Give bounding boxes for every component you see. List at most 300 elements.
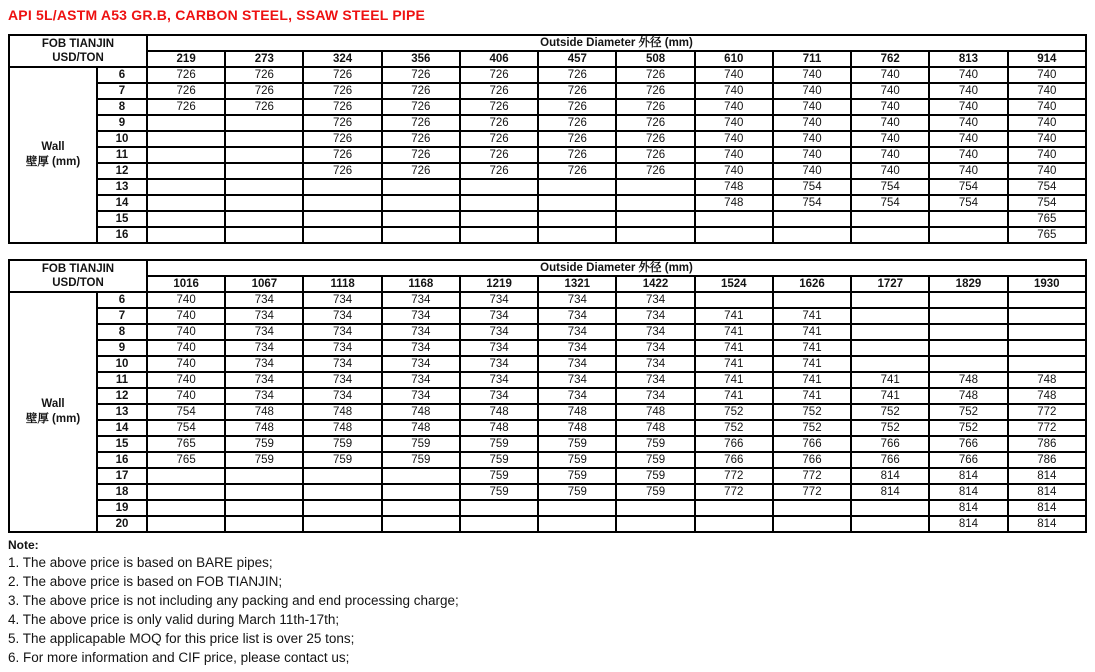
price-cell: 752 (929, 420, 1007, 436)
price-cell: 726 (303, 83, 381, 99)
price-cell (851, 516, 929, 532)
price-cell (1008, 324, 1086, 340)
wall-thickness-cell: 8 (97, 324, 147, 340)
price-cell (303, 179, 381, 195)
price-cell (225, 468, 303, 484)
price-cell: 786 (1008, 452, 1086, 468)
table-row (9, 500, 1086, 516)
table-row (9, 420, 1086, 436)
price-cell (929, 324, 1007, 340)
price-cell (303, 468, 381, 484)
price-cell: 734 (225, 340, 303, 356)
price-cell: 754 (147, 404, 225, 420)
price-cell (616, 211, 694, 227)
diameter-header-cell: 1219 (460, 276, 538, 292)
price-cell: 740 (147, 340, 225, 356)
price-cell (303, 516, 381, 532)
wall-label-cell (9, 67, 97, 243)
price-cell: 814 (929, 484, 1007, 500)
price-cell: 741 (695, 324, 773, 340)
price-cell: 734 (303, 292, 381, 308)
price-cell: 740 (1008, 67, 1086, 83)
wall-thickness-cell: 6 (97, 67, 147, 83)
price-cell: 734 (225, 324, 303, 340)
price-cell: 748 (538, 404, 616, 420)
price-cell: 740 (851, 147, 929, 163)
price-cell: 752 (851, 420, 929, 436)
price-cell: 772 (1008, 404, 1086, 420)
wall-label-line2: 壁厚 (mm) (25, 156, 81, 168)
price-cell (616, 195, 694, 211)
price-cell: 726 (460, 67, 538, 83)
price-cell (147, 516, 225, 532)
price-cell: 740 (773, 67, 851, 83)
price-cell (773, 516, 851, 532)
table-row (9, 388, 1086, 404)
price-cell: 734 (382, 308, 460, 324)
price-cell: 734 (225, 372, 303, 388)
note-list (8, 553, 1087, 667)
wall-thickness-cell: 8 (97, 99, 147, 115)
corner-line2: USD/TON (52, 277, 104, 289)
wall-thickness-cell: 20 (97, 516, 147, 532)
price-cell: 759 (460, 484, 538, 500)
price-cell (382, 516, 460, 532)
price-cell: 734 (538, 292, 616, 308)
price-cell (382, 227, 460, 243)
price-table-1 (8, 34, 1087, 244)
corner-line2: USD/TON (52, 52, 104, 64)
price-cell (225, 516, 303, 532)
price-cell: 759 (460, 452, 538, 468)
price-cell (225, 500, 303, 516)
price-cell: 741 (773, 372, 851, 388)
note-item: 4. The above price is only valid during March 11th-17th; (8, 612, 340, 627)
price-cell: 726 (147, 67, 225, 83)
price-cell (1008, 292, 1086, 308)
price-cell: 740 (929, 115, 1007, 131)
table-row (9, 356, 1086, 372)
diameter-header-cell: 219 (147, 51, 225, 67)
diameter-header-cell: 406 (460, 51, 538, 67)
price-cell: 766 (773, 452, 851, 468)
price-cell (147, 115, 225, 131)
price-cell: 748 (929, 372, 1007, 388)
note-item: 2. The above price is based on FOB TIANJIN; (8, 574, 283, 589)
price-cell (1008, 340, 1086, 356)
price-cell: 734 (225, 292, 303, 308)
price-cell: 734 (616, 388, 694, 404)
price-cell (225, 163, 303, 179)
diameter-header-cell: 914 (1008, 51, 1086, 67)
price-cell: 759 (616, 484, 694, 500)
price-cell: 726 (538, 147, 616, 163)
price-cell (147, 179, 225, 195)
price-cell: 754 (1008, 179, 1086, 195)
price-cell (616, 179, 694, 195)
price-cell: 740 (773, 147, 851, 163)
diameter-header-row (9, 276, 1086, 292)
price-cell: 726 (460, 83, 538, 99)
diameter-header-cell: 457 (538, 51, 616, 67)
price-cell (460, 500, 538, 516)
price-cell: 752 (695, 420, 773, 436)
price-cell (460, 179, 538, 195)
price-cell (851, 292, 929, 308)
price-cell: 740 (147, 372, 225, 388)
wall-label-line1: Wall (41, 398, 65, 410)
price-cell: 741 (773, 356, 851, 372)
price-cell: 726 (460, 131, 538, 147)
price-cell (538, 179, 616, 195)
price-cell: 734 (382, 388, 460, 404)
price-cell: 734 (460, 388, 538, 404)
price-cell: 748 (616, 404, 694, 420)
price-cell: 726 (382, 99, 460, 115)
price-cell: 726 (616, 115, 694, 131)
page-title: API 5L/ASTM A53 GR.B, CARBON STEEL, SSAW STEEL PIPE (8, 7, 426, 23)
price-cell: 814 (851, 468, 929, 484)
wall-thickness-cell: 12 (97, 163, 147, 179)
wall-thickness-cell: 11 (97, 147, 147, 163)
diameter-header-cell: 273 (225, 51, 303, 67)
price-cell: 734 (616, 372, 694, 388)
price-cell (695, 211, 773, 227)
wall-thickness-cell: 13 (97, 404, 147, 420)
price-cell: 726 (303, 163, 381, 179)
price-cell: 726 (616, 131, 694, 147)
table-row (9, 436, 1086, 452)
price-cell (225, 227, 303, 243)
price-cell: 726 (303, 147, 381, 163)
price-cell: 741 (695, 340, 773, 356)
price-cell (773, 227, 851, 243)
price-cell: 734 (616, 292, 694, 308)
price-cell (929, 292, 1007, 308)
price-cell: 766 (851, 436, 929, 452)
price-cell: 726 (538, 99, 616, 115)
price-cell: 740 (773, 83, 851, 99)
wall-thickness-cell: 15 (97, 436, 147, 452)
wall-thickness-cell: 6 (97, 292, 147, 308)
price-cell: 726 (616, 99, 694, 115)
price-cell: 748 (303, 420, 381, 436)
price-cell (538, 516, 616, 532)
price-cell: 748 (303, 404, 381, 420)
diameter-header-cell: 1118 (303, 276, 381, 292)
table-row (9, 292, 1086, 308)
table-row (9, 404, 1086, 420)
price-cell: 726 (460, 147, 538, 163)
diameter-header-cell: 1016 (147, 276, 225, 292)
table-row (9, 179, 1086, 195)
price-cell: 814 (929, 468, 1007, 484)
wall-label-cell (9, 292, 97, 532)
price-cell (147, 468, 225, 484)
price-cell: 740 (695, 67, 773, 83)
price-cell: 726 (303, 115, 381, 131)
price-cell: 734 (616, 340, 694, 356)
wall-thickness-cell: 9 (97, 340, 147, 356)
table-row (9, 340, 1086, 356)
price-cell: 748 (695, 195, 773, 211)
table-row (9, 452, 1086, 468)
price-cell (773, 292, 851, 308)
price-cell (616, 227, 694, 243)
price-cell (538, 227, 616, 243)
price-cell: 772 (773, 484, 851, 500)
note-item: 5. The applicapable MOQ for this price list is over 25 tons; (8, 631, 355, 646)
price-cell: 726 (538, 131, 616, 147)
wall-thickness-cell: 9 (97, 115, 147, 131)
price-cell (225, 484, 303, 500)
price-cell: 740 (695, 147, 773, 163)
price-cell: 754 (773, 195, 851, 211)
price-cell: 754 (1008, 195, 1086, 211)
price-cell: 752 (929, 404, 1007, 420)
price-cell (147, 195, 225, 211)
table-row (9, 195, 1086, 211)
price-cell: 726 (382, 115, 460, 131)
diameter-header-cell: 711 (773, 51, 851, 67)
price-cell: 734 (382, 292, 460, 308)
price-cell: 748 (382, 404, 460, 420)
wall-label-line1: Wall (41, 141, 65, 153)
diameter-header-cell: 762 (851, 51, 929, 67)
price-cell: 754 (851, 195, 929, 211)
wall-thickness-cell: 12 (97, 388, 147, 404)
price-cell (147, 131, 225, 147)
price-cell: 752 (851, 404, 929, 420)
price-cell: 765 (147, 436, 225, 452)
price-cell: 734 (460, 308, 538, 324)
price-cell: 759 (538, 436, 616, 452)
price-cell: 740 (147, 356, 225, 372)
price-cell: 740 (1008, 99, 1086, 115)
price-cell: 759 (225, 452, 303, 468)
price-cell: 726 (225, 99, 303, 115)
price-cell (1008, 356, 1086, 372)
wall-thickness-cell: 14 (97, 420, 147, 436)
price-cell (851, 308, 929, 324)
price-cell: 734 (382, 340, 460, 356)
price-cell: 814 (1008, 468, 1086, 484)
price-cell: 759 (616, 468, 694, 484)
table-row (9, 468, 1086, 484)
price-cell: 740 (695, 99, 773, 115)
price-cell (929, 340, 1007, 356)
table-row (9, 516, 1086, 532)
price-cell: 734 (303, 308, 381, 324)
price-cell: 740 (773, 115, 851, 131)
price-cell (147, 147, 225, 163)
price-cell: 740 (1008, 163, 1086, 179)
price-cell: 741 (695, 372, 773, 388)
diameter-header-cell: 1067 (225, 276, 303, 292)
price-cell: 759 (538, 452, 616, 468)
price-cell: 759 (460, 436, 538, 452)
table-row (9, 131, 1086, 147)
table-header-row (9, 35, 1086, 51)
price-cell: 740 (851, 163, 929, 179)
price-cell: 726 (225, 83, 303, 99)
note-item: 1. The above price is based on BARE pipes; (8, 555, 273, 570)
price-cell: 740 (1008, 115, 1086, 131)
price-table-2-grid (8, 259, 1087, 533)
price-cell (303, 211, 381, 227)
price-cell: 740 (695, 115, 773, 131)
price-cell: 748 (382, 420, 460, 436)
price-cell: 740 (929, 147, 1007, 163)
table-header-row (9, 260, 1086, 276)
table-row (9, 324, 1086, 340)
price-cell: 741 (695, 388, 773, 404)
wall-thickness-cell: 14 (97, 195, 147, 211)
price-cell: 759 (382, 436, 460, 452)
wall-thickness-cell: 7 (97, 308, 147, 324)
price-cell: 734 (303, 388, 381, 404)
price-cell: 740 (147, 324, 225, 340)
wall-thickness-cell: 18 (97, 484, 147, 500)
price-cell: 740 (1008, 83, 1086, 99)
price-cell: 726 (303, 131, 381, 147)
table-row (9, 99, 1086, 115)
price-cell (225, 179, 303, 195)
price-cell (695, 227, 773, 243)
price-cell (303, 484, 381, 500)
price-cell: 734 (538, 308, 616, 324)
price-cell: 740 (929, 67, 1007, 83)
price-cell: 754 (851, 179, 929, 195)
wall-thickness-cell: 16 (97, 452, 147, 468)
price-cell (695, 500, 773, 516)
price-cell (460, 227, 538, 243)
price-cell: 740 (1008, 131, 1086, 147)
price-cell (225, 195, 303, 211)
diameter-header-cell: 1829 (929, 276, 1007, 292)
wall-thickness-cell: 7 (97, 83, 147, 99)
price-cell: 734 (538, 324, 616, 340)
price-cell: 726 (616, 163, 694, 179)
price-cell: 814 (851, 484, 929, 500)
price-cell: 734 (460, 372, 538, 388)
price-cell: 740 (851, 99, 929, 115)
price-cell (460, 195, 538, 211)
price-cell: 740 (929, 163, 1007, 179)
price-cell: 759 (303, 452, 381, 468)
price-cell: 748 (225, 420, 303, 436)
price-cell: 734 (616, 308, 694, 324)
price-cell: 748 (1008, 372, 1086, 388)
diameter-header-cell: 1422 (616, 276, 694, 292)
diameter-header-cell: 1727 (851, 276, 929, 292)
price-cell (460, 211, 538, 227)
price-cell: 752 (773, 420, 851, 436)
price-cell (382, 179, 460, 195)
price-cell: 759 (616, 452, 694, 468)
price-cell (382, 211, 460, 227)
wall-thickness-cell: 11 (97, 372, 147, 388)
price-cell: 759 (616, 436, 694, 452)
price-cell: 734 (538, 356, 616, 372)
wall-thickness-cell: 17 (97, 468, 147, 484)
price-cell: 748 (695, 179, 773, 195)
price-cell: 766 (695, 452, 773, 468)
price-cell: 754 (929, 179, 1007, 195)
price-cell: 734 (225, 308, 303, 324)
price-cell: 734 (382, 356, 460, 372)
price-cell: 740 (929, 99, 1007, 115)
price-cell: 741 (851, 372, 929, 388)
price-cell: 766 (773, 436, 851, 452)
price-cell (303, 500, 381, 516)
price-cell: 726 (147, 83, 225, 99)
price-cell: 734 (460, 340, 538, 356)
price-cell: 734 (225, 356, 303, 372)
price-table-1-grid (8, 34, 1087, 244)
price-cell: 772 (773, 468, 851, 484)
price-cell: 741 (773, 388, 851, 404)
price-cell (225, 147, 303, 163)
price-cell (773, 211, 851, 227)
note-item: 3. The above price is not including any packing and end processing charge; (8, 593, 459, 608)
price-cell: 754 (773, 179, 851, 195)
price-cell: 772 (695, 484, 773, 500)
price-cell: 748 (1008, 388, 1086, 404)
diameter-header-cell: 1626 (773, 276, 851, 292)
price-cell: 765 (147, 452, 225, 468)
diameter-header-cell: 508 (616, 51, 694, 67)
price-cell: 814 (1008, 516, 1086, 532)
price-cell (1008, 308, 1086, 324)
price-cell: 726 (616, 147, 694, 163)
price-cell (460, 516, 538, 532)
price-cell (147, 500, 225, 516)
price-cell (851, 211, 929, 227)
price-cell: 748 (225, 404, 303, 420)
price-cell (929, 356, 1007, 372)
price-cell (147, 484, 225, 500)
price-cell (695, 516, 773, 532)
price-cell: 741 (851, 388, 929, 404)
corner-cell (9, 35, 147, 67)
wall-thickness-cell: 13 (97, 179, 147, 195)
price-cell: 726 (382, 67, 460, 83)
price-cell: 740 (147, 388, 225, 404)
note-heading: Note: (8, 538, 39, 552)
price-cell: 740 (851, 83, 929, 99)
corner-cell (9, 260, 147, 292)
price-cell (225, 131, 303, 147)
price-cell: 734 (616, 356, 694, 372)
diameter-header-cell: 1321 (538, 276, 616, 292)
note-section (8, 537, 1087, 667)
price-cell (225, 115, 303, 131)
price-cell: 814 (929, 516, 1007, 532)
table-row (9, 163, 1086, 179)
diameter-header-cell: 610 (695, 51, 773, 67)
outside-diameter-header: Outside Diameter 外径 (mm) (147, 260, 1086, 276)
price-cell: 740 (695, 83, 773, 99)
wall-thickness-cell: 19 (97, 500, 147, 516)
price-cell (851, 227, 929, 243)
price-cell (538, 195, 616, 211)
price-cell: 772 (695, 468, 773, 484)
price-cell: 740 (851, 131, 929, 147)
price-cell (929, 211, 1007, 227)
price-cell (616, 516, 694, 532)
price-cell: 741 (695, 356, 773, 372)
